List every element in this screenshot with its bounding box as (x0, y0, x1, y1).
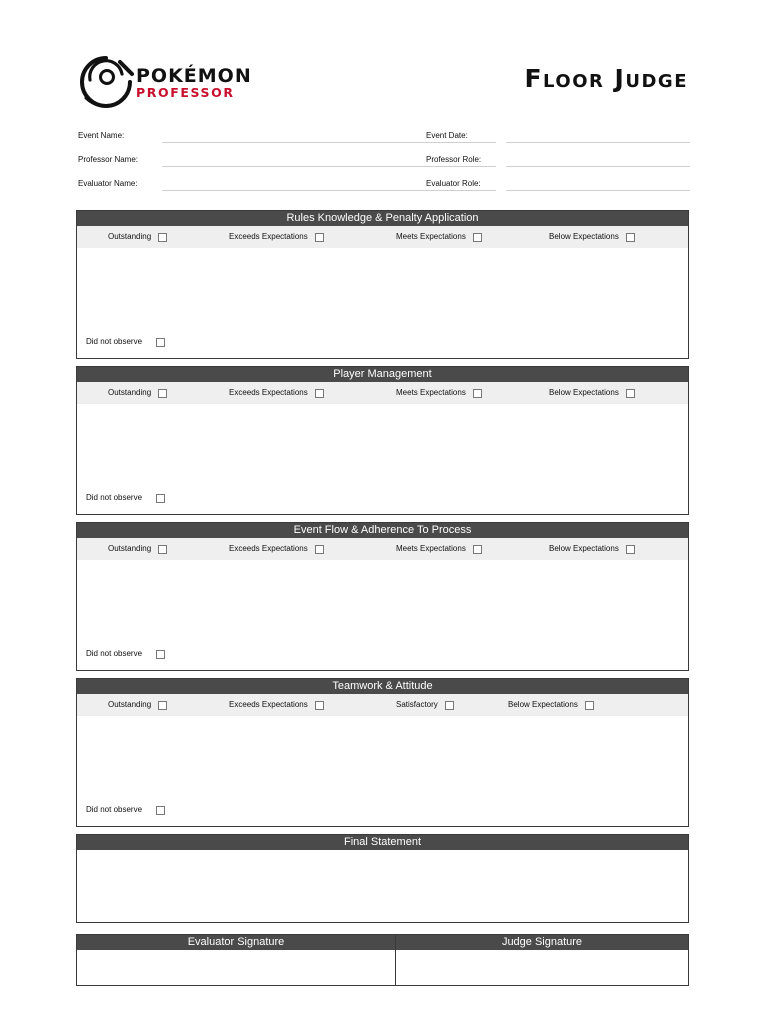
did-not-observe-checkbox[interactable] (156, 494, 165, 503)
rating-exceeds[interactable] (229, 231, 324, 243)
judge-signature-box[interactable] (395, 935, 688, 985)
did-not-observe-label: Did not observe (86, 805, 143, 814)
section-title: Player Management (77, 367, 688, 382)
professor-role-field[interactable] (426, 154, 690, 170)
rating-below[interactable] (549, 387, 635, 399)
logo-wordmark: POKÉMON (136, 65, 252, 87)
did-not-observe-label: Did not observe (86, 493, 143, 502)
rating-label: Outstanding (108, 700, 152, 709)
below-checkbox[interactable] (626, 233, 635, 242)
event-date-input[interactable] (506, 142, 690, 143)
rating-label: Outstanding (108, 388, 152, 397)
signature-table (76, 934, 689, 986)
professor-name-label: Professor Name: (78, 155, 139, 164)
evaluator-name-label: Evaluator Name: (78, 179, 138, 188)
rating-outstanding[interactable] (108, 387, 167, 399)
did-not-observe-checkbox[interactable] (156, 650, 165, 659)
meets-checkbox[interactable] (473, 233, 482, 242)
rating-below[interactable] (508, 699, 594, 711)
rating-label: Outstanding (108, 232, 152, 241)
rating-label: Satisfactory (396, 700, 438, 709)
meets-checkbox[interactable] (473, 545, 482, 554)
exceeds-checkbox[interactable] (315, 701, 324, 710)
section-title: Rules Knowledge & Penalty Application (77, 211, 688, 226)
did-not-observe-checkbox[interactable] (156, 806, 165, 815)
rating-row (77, 694, 688, 716)
below-checkbox[interactable] (626, 545, 635, 554)
did-not-observe-label: Did not observe (86, 649, 143, 658)
judge-signature-label: Judge Signature (396, 935, 688, 950)
rating-meets[interactable] (396, 231, 482, 243)
rating-label: Below Expectations (508, 700, 578, 709)
evaluator-role-field[interactable] (426, 178, 690, 194)
did-not-observe[interactable] (86, 492, 165, 504)
outstanding-checkbox[interactable] (158, 545, 167, 554)
rating-row (77, 382, 688, 404)
section-rules-knowledge (76, 210, 689, 359)
event-date-field[interactable] (426, 130, 690, 146)
rating-label: Meets Expectations (396, 388, 466, 397)
event-date-label: Event Date: (426, 131, 468, 140)
evaluator-signature-box[interactable] (77, 935, 395, 985)
rating-meets[interactable] (396, 543, 482, 555)
evaluator-role-input[interactable] (506, 190, 690, 191)
pokemon-professor-logo (76, 52, 276, 114)
professor-role-input[interactable] (506, 166, 690, 167)
did-not-observe-checkbox[interactable] (156, 338, 165, 347)
section-title: Teamwork & Attitude (77, 679, 688, 694)
rating-below[interactable] (549, 231, 635, 243)
evaluator-signature-label: Evaluator Signature (77, 935, 395, 950)
rating-row (77, 226, 688, 248)
exceeds-checkbox[interactable] (315, 233, 324, 242)
section-player-management (76, 366, 689, 515)
exceeds-checkbox[interactable] (315, 545, 324, 554)
rating-exceeds[interactable] (229, 543, 324, 555)
outstanding-checkbox[interactable] (158, 389, 167, 398)
rating-label: Below Expectations (549, 544, 619, 553)
rating-satisfactory[interactable] (396, 699, 454, 711)
rating-label: Below Expectations (549, 232, 619, 241)
did-not-observe[interactable] (86, 648, 165, 660)
rating-label: Exceeds Expectations (229, 232, 308, 241)
event-name-label: Event Name: (78, 131, 125, 140)
section-teamwork-attitude (76, 678, 689, 827)
section-title: Final Statement (77, 835, 688, 850)
pokeball-swirl-icon (76, 52, 136, 114)
did-not-observe-label: Did not observe (86, 337, 143, 346)
below-checkbox[interactable] (585, 701, 594, 710)
rating-below[interactable] (549, 543, 635, 555)
rating-meets[interactable] (396, 387, 482, 399)
evaluator-role-label: Evaluator Role: (426, 179, 481, 188)
rating-outstanding[interactable] (108, 699, 167, 711)
professor-role-label: Professor Role: (426, 155, 482, 164)
rating-outstanding[interactable] (108, 543, 167, 555)
rating-label: Exceeds Expectations (229, 700, 308, 709)
exceeds-checkbox[interactable] (315, 389, 324, 398)
satisfactory-checkbox[interactable] (445, 701, 454, 710)
outstanding-checkbox[interactable] (158, 701, 167, 710)
section-final-statement[interactable] (76, 834, 689, 923)
rating-label: Meets Expectations (396, 232, 466, 241)
rating-label: Exceeds Expectations (229, 544, 308, 553)
section-event-flow (76, 522, 689, 671)
meets-checkbox[interactable] (473, 389, 482, 398)
rating-label: Exceeds Expectations (229, 388, 308, 397)
rating-row (77, 538, 688, 560)
did-not-observe[interactable] (86, 804, 165, 816)
rating-label: Meets Expectations (396, 544, 466, 553)
page-title: Floor Judge (524, 64, 688, 93)
outstanding-checkbox[interactable] (158, 233, 167, 242)
section-title: Event Flow & Adherence To Process (77, 523, 688, 538)
below-checkbox[interactable] (626, 389, 635, 398)
rating-label: Outstanding (108, 544, 152, 553)
rating-label: Below Expectations (549, 388, 619, 397)
rating-outstanding[interactable] (108, 231, 167, 243)
rating-exceeds[interactable] (229, 387, 324, 399)
logo-subtitle: PROFESSOR (136, 85, 235, 100)
did-not-observe[interactable] (86, 336, 165, 348)
rating-exceeds[interactable] (229, 699, 324, 711)
